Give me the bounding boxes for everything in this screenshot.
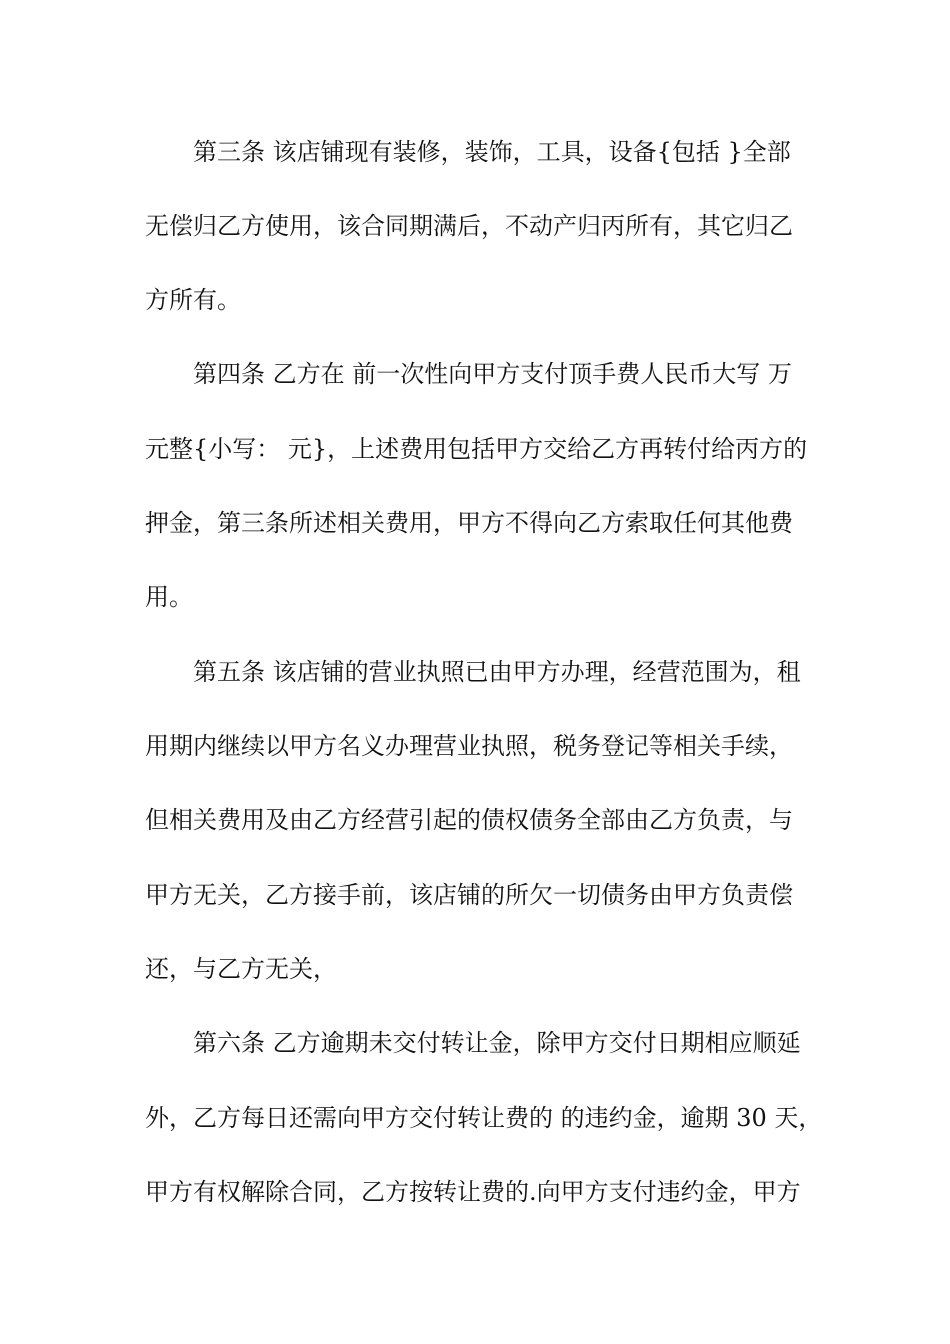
paragraph-5-line-5: 还，与乙方无关， bbox=[145, 955, 337, 983]
paragraph-6-line-3: 甲方有权解除合同，乙方按转让费的.向甲方支付违约金，甲方 bbox=[145, 1178, 801, 1206]
paragraph-6-line-1: 第六条 乙方逾期未交付转让金，除甲方交付日期相应顺延 bbox=[193, 1029, 801, 1057]
paragraph-4-line-2: 元整{小写： 元}，上述费用包括甲方交给乙方再转付给丙方的 bbox=[145, 435, 808, 463]
paragraph-5-line-1: 第五条 该店铺的营业执照已由甲方办理，经营范围为，租 bbox=[193, 658, 801, 686]
paragraph-5-line-2: 用期内继续以甲方名义办理营业执照，税务登记等相关手续， bbox=[145, 732, 793, 760]
paragraph-4-line-4: 用。 bbox=[145, 583, 193, 611]
paragraph-5-line-3: 但相关费用及由乙方经营引起的债权债务全部由乙方负责，与 bbox=[145, 806, 793, 834]
paragraph-3-line-1: 第三条 该店铺现有装修，装饰，工具，设备{包括 }全部 bbox=[193, 138, 791, 166]
paragraph-3-line-2: 无偿归乙方使用，该合同期满后，不动产归丙所有，其它归乙 bbox=[145, 212, 793, 240]
paragraph-3-line-3: 方所有。 bbox=[145, 286, 241, 314]
paragraph-4-line-1: 第四条 乙方在 前一次性向甲方支付顶手费人民币大写 万 bbox=[193, 360, 792, 388]
paragraph-4-line-3: 押金，第三条所述相关费用，甲方不得向乙方索取任何其他费 bbox=[145, 509, 793, 537]
paragraph-6-line-2: 外，乙方每日还需向甲方交付转让费的 的违约金，逾期 30 天， bbox=[145, 1104, 823, 1132]
paragraph-5-line-4: 甲方无关，乙方接手前，该店铺的所欠一切债务由甲方负责偿 bbox=[145, 881, 793, 909]
